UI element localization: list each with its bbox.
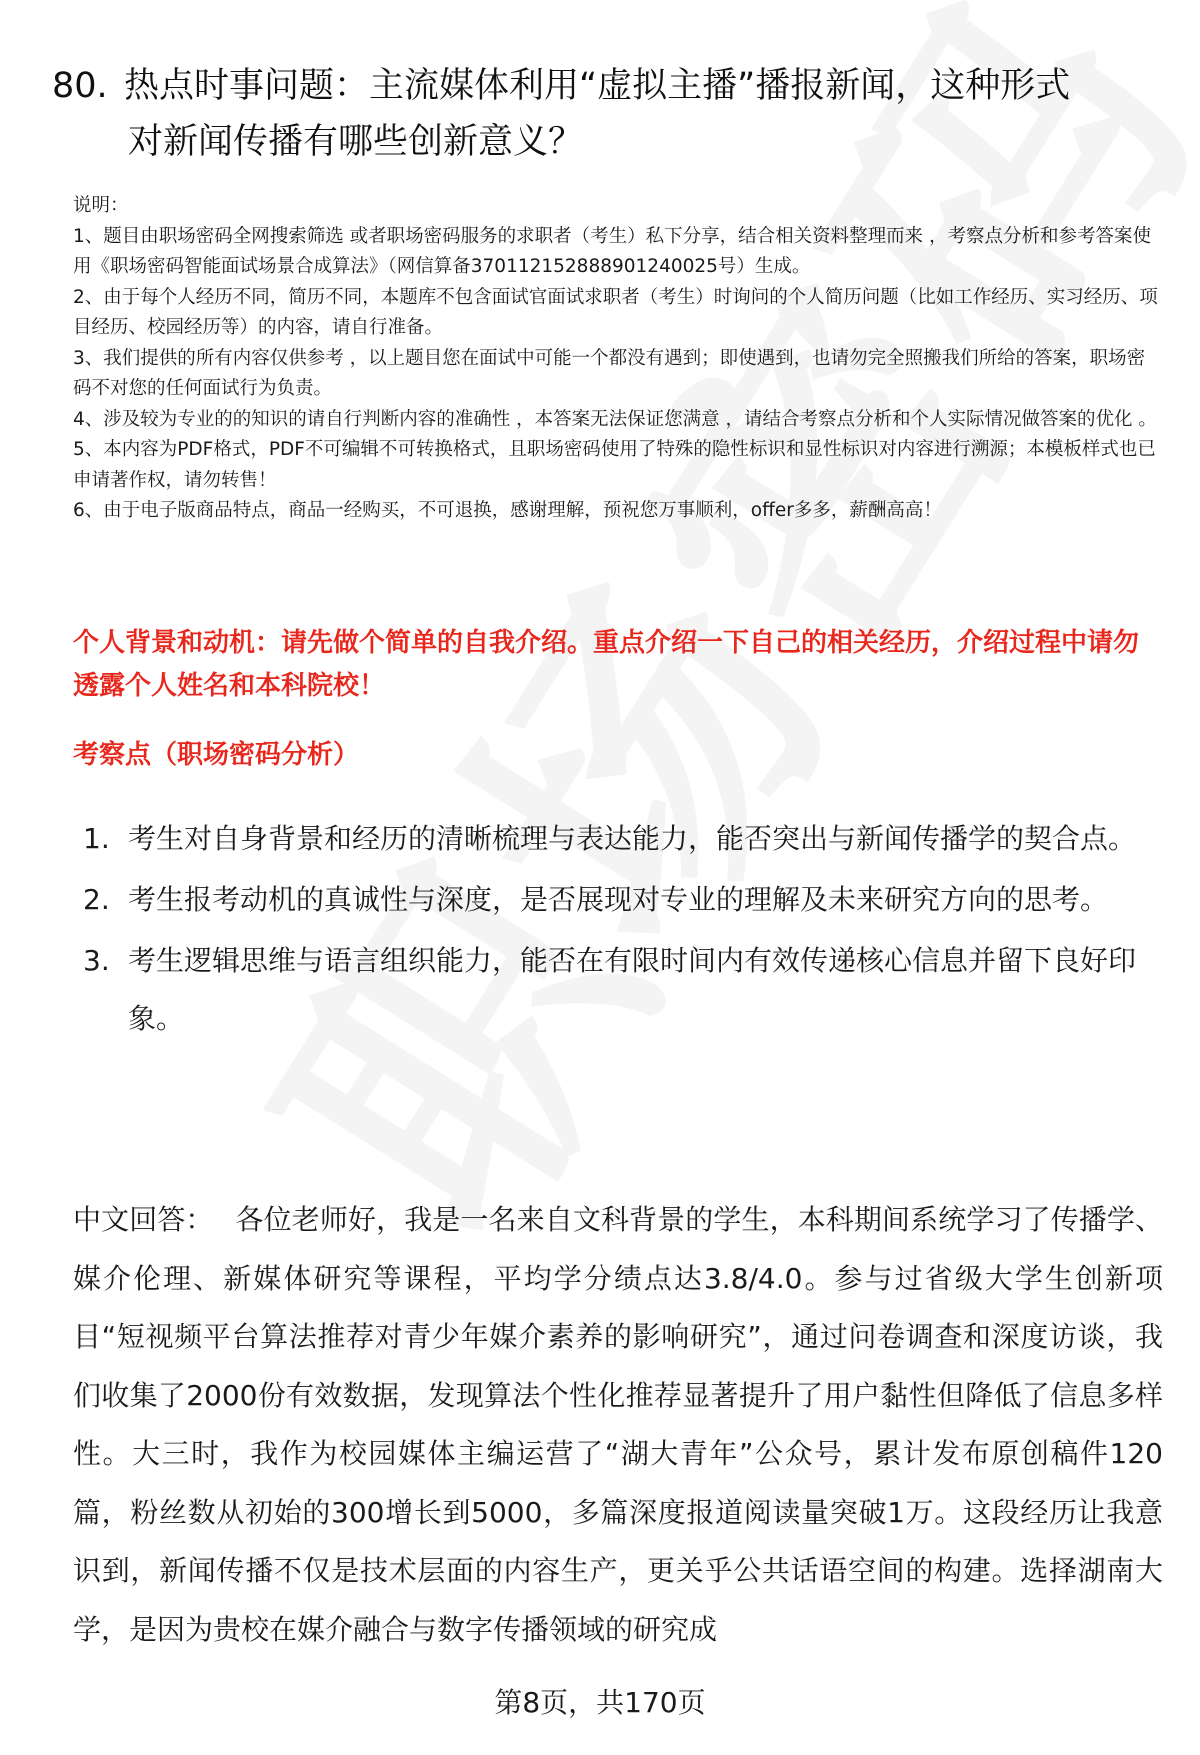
notes-item: 5、本内容为PDF格式，PDF不可编辑不可转换格式，且职场密码使用了特殊的隐性标识和显性标识对内容进行溯源；本模板样式也已申请著作权，请勿转售！: [73, 439, 1156, 491]
notes-item: 2、由于每个人经历不同，简历不同，本题库不包含面试官面试求职者（考生）时询问的个人简历问题（比如工作经历、实习经历、项目经历、校园经历等）的内容，请自行准备。: [73, 286, 1158, 338]
question-text-line-1: 热点时事问题：主流媒体利用“虚拟主播”播报新闻，这种形式: [124, 66, 1071, 106]
question-line-1: [52, 58, 1152, 114]
notes-item: 6、由于电子版商品特点，商品一经购买，不可退换，感谢理解，预祝您万事顺利，offer多多，薪酬高高！: [73, 500, 942, 521]
answer-paragraph: [73, 1191, 1163, 1659]
assessment-point: [83, 932, 1163, 1048]
point-number: 3.: [83, 944, 110, 977]
question-text-line-2: 对新闻传播有哪些创新意义？: [128, 122, 584, 162]
point-text: 考生对自身背景和经历的清晰梳理与表达能力，能否突出与新闻传播学的契合点。: [128, 822, 1137, 855]
answer-label: 中文回答：: [73, 1203, 214, 1236]
section-heading: 个人背景和动机：请先做个简单的自我介绍。重点介绍一下自己的相关经历，介绍过程中请勿透露个人姓名和本科院校！: [73, 628, 1140, 701]
point-number: 1.: [83, 822, 110, 855]
notes-item: 3、我们提供的所有内容仅供参考 ，以上题目您在面试中可能一个都没有遇到；即使遇到，也请勿完全照搬我们所给的答案，职场密码不对您的任何面试行为负责。: [73, 347, 1146, 399]
question-title: [52, 58, 1152, 170]
question-number: 80.: [52, 66, 108, 106]
point-number: 2.: [83, 883, 110, 916]
notes-item: 4、涉及较为专业的的知识的请自行判断内容的准确性 ，本答案无法保证您满意 ，请结合考察点分析和个人实际情况做答案的优化 。: [73, 408, 1157, 430]
notes-block: [73, 191, 1163, 527]
assessment-points-list: [83, 810, 1163, 1051]
answer-text: 各位老师好，我是一名来自文科背景的学生，本科期间系统学习了传播学、媒介伦理、新媒体研究等课程，平均学分绩点达3.8/4.0。参与过省级大学生创新项目“短视频平台算法推荐对青少年媒介素养的影响研究”，通过问卷调查和深度访谈，我们收集了2000份有效数据，发现算法个性化推荐显著提升了用户黏性但降低了信息多样性。大三时，我作为校园媒体主编运营了“湖大青年”公众号，累计发布原创稿件120篇，粉丝数从初始的300增长到5000，多篇深度报道阅读量突破1万。这段经历让我意识到，新闻传播不仅是技术层面的内容生产，更关乎公共话语空间的构建。选择湖南大学，是因为贵校在媒介融合与数字传播领域的研究成: [73, 1203, 1163, 1646]
notes-title: 说明：: [73, 195, 129, 216]
page-footer: 第8页，共170页: [494, 1686, 706, 1719]
notes-item: 1、题目由职场密码全网搜索筛选 或者职场密码服务的求职者（考生）私下分享，结合相关资料整理而来 ，考察点分析和参考答案使用《职场密码智能面试场景合成算法》（网信算备370112152888901240025号）生成。: [73, 225, 1152, 277]
point-text: 考生逻辑思维与语言组织能力，能否在有限时间内有效传递核心信息并留下良好印象。: [128, 944, 1137, 1035]
section-subheading: 考察点（职场密码分析）: [73, 740, 360, 770]
point-text: 考生报考动机的真诚性与深度，是否展现对专业的理解及未来研究方向的思考。: [128, 883, 1109, 916]
assessment-point: [83, 810, 1163, 868]
assessment-point: [83, 871, 1163, 929]
